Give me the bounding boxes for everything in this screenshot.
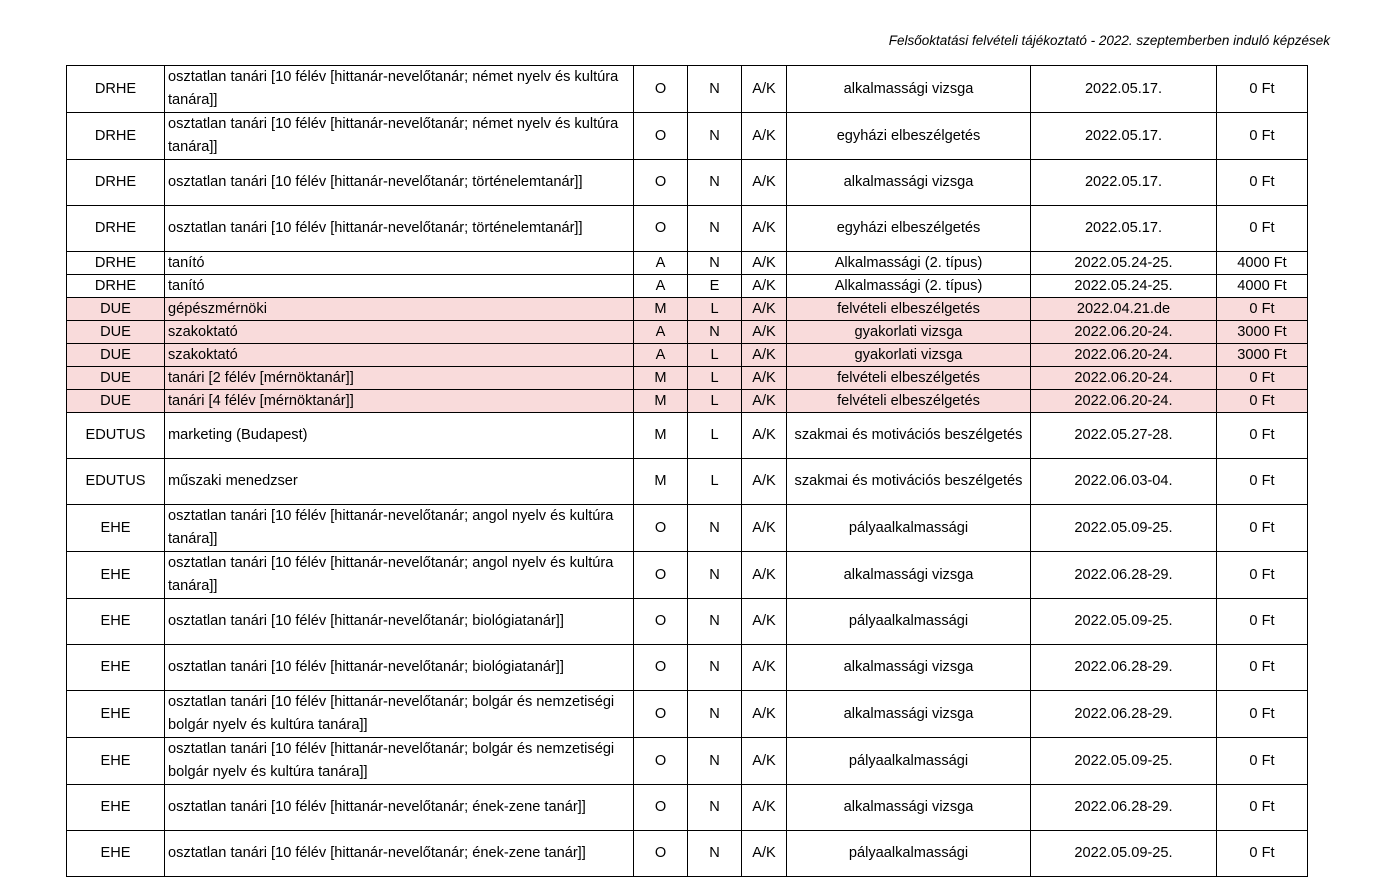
- date-cell: 2022.06.28-29.: [1031, 552, 1217, 599]
- exam-cell: alkalmassági vizsga: [787, 552, 1031, 599]
- date-cell: 2022.05.27-28.: [1031, 413, 1217, 459]
- institution-cell: EHE: [67, 645, 165, 691]
- institution-cell: EHE: [67, 505, 165, 552]
- date-cell: 2022.05.17.: [1031, 113, 1217, 160]
- schedule-cell: L: [688, 344, 742, 367]
- institution-cell: DUE: [67, 298, 165, 321]
- funding-cell: A/K: [742, 645, 787, 691]
- institution-cell: EHE: [67, 691, 165, 738]
- fee-cell: 4000 Ft: [1217, 275, 1308, 298]
- institution-cell: DRHE: [67, 206, 165, 252]
- exam-cell: alkalmassági vizsga: [787, 785, 1031, 831]
- institution-cell: DRHE: [67, 252, 165, 275]
- funding-cell: A/K: [742, 599, 787, 645]
- exam-cell: alkalmassági vizsga: [787, 160, 1031, 206]
- exam-cell: szakmai és motivációs beszélgetés: [787, 413, 1031, 459]
- level-cell: O: [634, 206, 688, 252]
- level-cell: O: [634, 599, 688, 645]
- schedule-cell: N: [688, 66, 742, 113]
- exam-cell: pályaalkalmassági: [787, 505, 1031, 552]
- schedule-cell: N: [688, 321, 742, 344]
- institution-cell: EHE: [67, 599, 165, 645]
- date-cell: 2022.06.03-04.: [1031, 459, 1217, 505]
- fee-cell: 0 Ft: [1217, 206, 1308, 252]
- date-cell: 2022.05.17.: [1031, 160, 1217, 206]
- level-cell: O: [634, 160, 688, 206]
- level-cell: M: [634, 390, 688, 413]
- program-cell: osztatlan tanári [10 félév [hittanár-nevelőtanár; biológiatanár]]: [165, 599, 634, 645]
- fee-cell: 0 Ft: [1217, 738, 1308, 785]
- level-cell: O: [634, 738, 688, 785]
- level-cell: O: [634, 505, 688, 552]
- schedule-cell: E: [688, 275, 742, 298]
- program-cell: osztatlan tanári [10 félév [hittanár-nevelőtanár; történelemtanár]]: [165, 160, 634, 206]
- schedule-cell: N: [688, 645, 742, 691]
- exam-cell: pályaalkalmassági: [787, 831, 1031, 877]
- fee-cell: 0 Ft: [1217, 552, 1308, 599]
- level-cell: O: [634, 645, 688, 691]
- fee-cell: 0 Ft: [1217, 113, 1308, 160]
- date-cell: 2022.05.09-25.: [1031, 738, 1217, 785]
- fee-cell: 0 Ft: [1217, 505, 1308, 552]
- table-row: [67, 459, 1308, 505]
- funding-cell: A/K: [742, 206, 787, 252]
- institution-cell: EHE: [67, 785, 165, 831]
- exam-cell: gyakorlati vizsga: [787, 321, 1031, 344]
- level-cell: O: [634, 785, 688, 831]
- program-cell: osztatlan tanári [10 félév [hittanár-nevelőtanár; német nyelv és kultúra tanára]]: [165, 113, 634, 160]
- exam-cell: Alkalmassági (2. típus): [787, 275, 1031, 298]
- schedule-cell: L: [688, 459, 742, 505]
- table-body: [67, 66, 1308, 877]
- funding-cell: A/K: [742, 275, 787, 298]
- funding-cell: A/K: [742, 252, 787, 275]
- funding-cell: A/K: [742, 738, 787, 785]
- date-cell: 2022.06.20-24.: [1031, 390, 1217, 413]
- fee-cell: 0 Ft: [1217, 459, 1308, 505]
- date-cell: 2022.06.28-29.: [1031, 785, 1217, 831]
- date-cell: 2022.06.28-29.: [1031, 691, 1217, 738]
- institution-cell: EDUTUS: [67, 413, 165, 459]
- fee-cell: 0 Ft: [1217, 691, 1308, 738]
- table-row: [67, 505, 1308, 552]
- program-cell: marketing (Budapest): [165, 413, 634, 459]
- funding-cell: A/K: [742, 390, 787, 413]
- exam-cell: egyházi elbeszélgetés: [787, 113, 1031, 160]
- fee-cell: 0 Ft: [1217, 599, 1308, 645]
- level-cell: O: [634, 552, 688, 599]
- institution-cell: DUE: [67, 390, 165, 413]
- fee-cell: 0 Ft: [1217, 390, 1308, 413]
- level-cell: M: [634, 298, 688, 321]
- schedule-cell: L: [688, 390, 742, 413]
- level-cell: A: [634, 344, 688, 367]
- table-row: [67, 599, 1308, 645]
- program-cell: műszaki menedzser: [165, 459, 634, 505]
- program-cell: osztatlan tanári [10 félév [hittanár-nevelőtanár; történelemtanár]]: [165, 206, 634, 252]
- fee-cell: 4000 Ft: [1217, 252, 1308, 275]
- date-cell: 2022.05.17.: [1031, 66, 1217, 113]
- program-cell: osztatlan tanári [10 félév [hittanár-nevelőtanár; angol nyelv és kultúra tanára]]: [165, 505, 634, 552]
- schedule-cell: N: [688, 505, 742, 552]
- table-row: [67, 785, 1308, 831]
- fee-cell: 0 Ft: [1217, 785, 1308, 831]
- program-cell: osztatlan tanári [10 félév [hittanár-nevelőtanár; bolgár és nemzetiségi bolgár nyelv és kultúra tanára]]: [165, 738, 634, 785]
- table-row: [67, 738, 1308, 785]
- level-cell: A: [634, 252, 688, 275]
- institution-cell: DRHE: [67, 66, 165, 113]
- institution-cell: EHE: [67, 552, 165, 599]
- program-cell: osztatlan tanári [10 félév [hittanár-nevelőtanár; biológiatanár]]: [165, 645, 634, 691]
- exam-cell: alkalmassági vizsga: [787, 691, 1031, 738]
- program-cell: osztatlan tanári [10 félév [hittanár-nevelőtanár; német nyelv és kultúra tanára]]: [165, 66, 634, 113]
- table-row-highlighted: [67, 344, 1308, 367]
- program-cell: osztatlan tanári [10 félév [hittanár-nevelőtanár; angol nyelv és kultúra tanára]]: [165, 552, 634, 599]
- program-cell: osztatlan tanári [10 félév [hittanár-nevelőtanár; ének-zene tanár]]: [165, 785, 634, 831]
- institution-cell: DUE: [67, 321, 165, 344]
- institution-cell: EHE: [67, 738, 165, 785]
- funding-cell: A/K: [742, 160, 787, 206]
- funding-cell: A/K: [742, 505, 787, 552]
- exam-cell: gyakorlati vizsga: [787, 344, 1031, 367]
- date-cell: 2022.06.20-24.: [1031, 367, 1217, 390]
- program-cell: tanári [4 félév [mérnöktanár]]: [165, 390, 634, 413]
- funding-cell: A/K: [742, 785, 787, 831]
- exam-cell: felvételi elbeszélgetés: [787, 298, 1031, 321]
- admissions-table: [66, 65, 1308, 877]
- institution-cell: EHE: [67, 831, 165, 877]
- schedule-cell: N: [688, 785, 742, 831]
- institution-cell: DRHE: [67, 160, 165, 206]
- exam-cell: felvételi elbeszélgetés: [787, 390, 1031, 413]
- exam-cell: egyházi elbeszélgetés: [787, 206, 1031, 252]
- program-cell: szakoktató: [165, 344, 634, 367]
- page-header: Felsőoktatási felvételi tájékoztató - 2022. szeptemberben induló képzések: [888, 33, 1330, 48]
- institution-cell: DUE: [67, 344, 165, 367]
- schedule-cell: N: [688, 691, 742, 738]
- table-row: [67, 552, 1308, 599]
- funding-cell: A/K: [742, 344, 787, 367]
- table-row: [67, 645, 1308, 691]
- fee-cell: 0 Ft: [1217, 367, 1308, 390]
- fee-cell: 0 Ft: [1217, 66, 1308, 113]
- table-row: [67, 66, 1308, 113]
- institution-cell: DRHE: [67, 113, 165, 160]
- table-row-highlighted: [67, 367, 1308, 390]
- date-cell: 2022.06.20-24.: [1031, 344, 1217, 367]
- level-cell: O: [634, 691, 688, 738]
- table-row-highlighted: [67, 298, 1308, 321]
- funding-cell: A/K: [742, 367, 787, 390]
- schedule-cell: L: [688, 367, 742, 390]
- table-row: [67, 691, 1308, 738]
- program-cell: tanító: [165, 275, 634, 298]
- table-row-highlighted: [67, 390, 1308, 413]
- funding-cell: A/K: [742, 691, 787, 738]
- table-row: [67, 206, 1308, 252]
- table-row: [67, 160, 1308, 206]
- exam-cell: szakmai és motivációs beszélgetés: [787, 459, 1031, 505]
- schedule-cell: N: [688, 738, 742, 785]
- fee-cell: 0 Ft: [1217, 413, 1308, 459]
- date-cell: 2022.04.21.de: [1031, 298, 1217, 321]
- table-row-highlighted: [67, 321, 1308, 344]
- funding-cell: A/K: [742, 459, 787, 505]
- level-cell: M: [634, 413, 688, 459]
- schedule-cell: L: [688, 413, 742, 459]
- institution-cell: DRHE: [67, 275, 165, 298]
- exam-cell: felvételi elbeszélgetés: [787, 367, 1031, 390]
- program-cell: tanító: [165, 252, 634, 275]
- schedule-cell: N: [688, 113, 742, 160]
- funding-cell: A/K: [742, 413, 787, 459]
- institution-cell: DUE: [67, 367, 165, 390]
- fee-cell: 3000 Ft: [1217, 344, 1308, 367]
- schedule-cell: N: [688, 160, 742, 206]
- level-cell: M: [634, 367, 688, 390]
- date-cell: 2022.05.09-25.: [1031, 599, 1217, 645]
- table-row: [67, 113, 1308, 160]
- date-cell: 2022.05.09-25.: [1031, 505, 1217, 552]
- schedule-cell: N: [688, 252, 742, 275]
- date-cell: 2022.05.17.: [1031, 206, 1217, 252]
- exam-cell: alkalmassági vizsga: [787, 66, 1031, 113]
- table-row: [67, 252, 1308, 275]
- program-cell: gépészmérnöki: [165, 298, 634, 321]
- schedule-cell: L: [688, 298, 742, 321]
- date-cell: 2022.06.20-24.: [1031, 321, 1217, 344]
- schedule-cell: N: [688, 599, 742, 645]
- funding-cell: A/K: [742, 66, 787, 113]
- funding-cell: A/K: [742, 113, 787, 160]
- fee-cell: 0 Ft: [1217, 645, 1308, 691]
- program-cell: tanári [2 félév [mérnöktanár]]: [165, 367, 634, 390]
- table-row: [67, 413, 1308, 459]
- exam-cell: pályaalkalmassági: [787, 599, 1031, 645]
- funding-cell: A/K: [742, 831, 787, 877]
- table-row: [67, 831, 1308, 877]
- date-cell: 2022.05.24-25.: [1031, 275, 1217, 298]
- funding-cell: A/K: [742, 321, 787, 344]
- fee-cell: 3000 Ft: [1217, 321, 1308, 344]
- table-row: [67, 275, 1308, 298]
- program-cell: szakoktató: [165, 321, 634, 344]
- funding-cell: A/K: [742, 552, 787, 599]
- level-cell: O: [634, 113, 688, 160]
- fee-cell: 0 Ft: [1217, 831, 1308, 877]
- fee-cell: 0 Ft: [1217, 160, 1308, 206]
- level-cell: O: [634, 831, 688, 877]
- level-cell: O: [634, 66, 688, 113]
- level-cell: A: [634, 321, 688, 344]
- date-cell: 2022.06.28-29.: [1031, 645, 1217, 691]
- program-cell: osztatlan tanári [10 félév [hittanár-nevelőtanár; ének-zene tanár]]: [165, 831, 634, 877]
- level-cell: M: [634, 459, 688, 505]
- funding-cell: A/K: [742, 298, 787, 321]
- institution-cell: EDUTUS: [67, 459, 165, 505]
- date-cell: 2022.05.24-25.: [1031, 252, 1217, 275]
- date-cell: 2022.05.09-25.: [1031, 831, 1217, 877]
- schedule-cell: N: [688, 206, 742, 252]
- program-cell: osztatlan tanári [10 félév [hittanár-nevelőtanár; bolgár és nemzetiségi bolgár nyelv és kultúra tanára]]: [165, 691, 634, 738]
- exam-cell: pályaalkalmassági: [787, 738, 1031, 785]
- level-cell: A: [634, 275, 688, 298]
- exam-cell: alkalmassági vizsga: [787, 645, 1031, 691]
- schedule-cell: N: [688, 552, 742, 599]
- exam-cell: Alkalmassági (2. típus): [787, 252, 1031, 275]
- schedule-cell: N: [688, 831, 742, 877]
- fee-cell: 0 Ft: [1217, 298, 1308, 321]
